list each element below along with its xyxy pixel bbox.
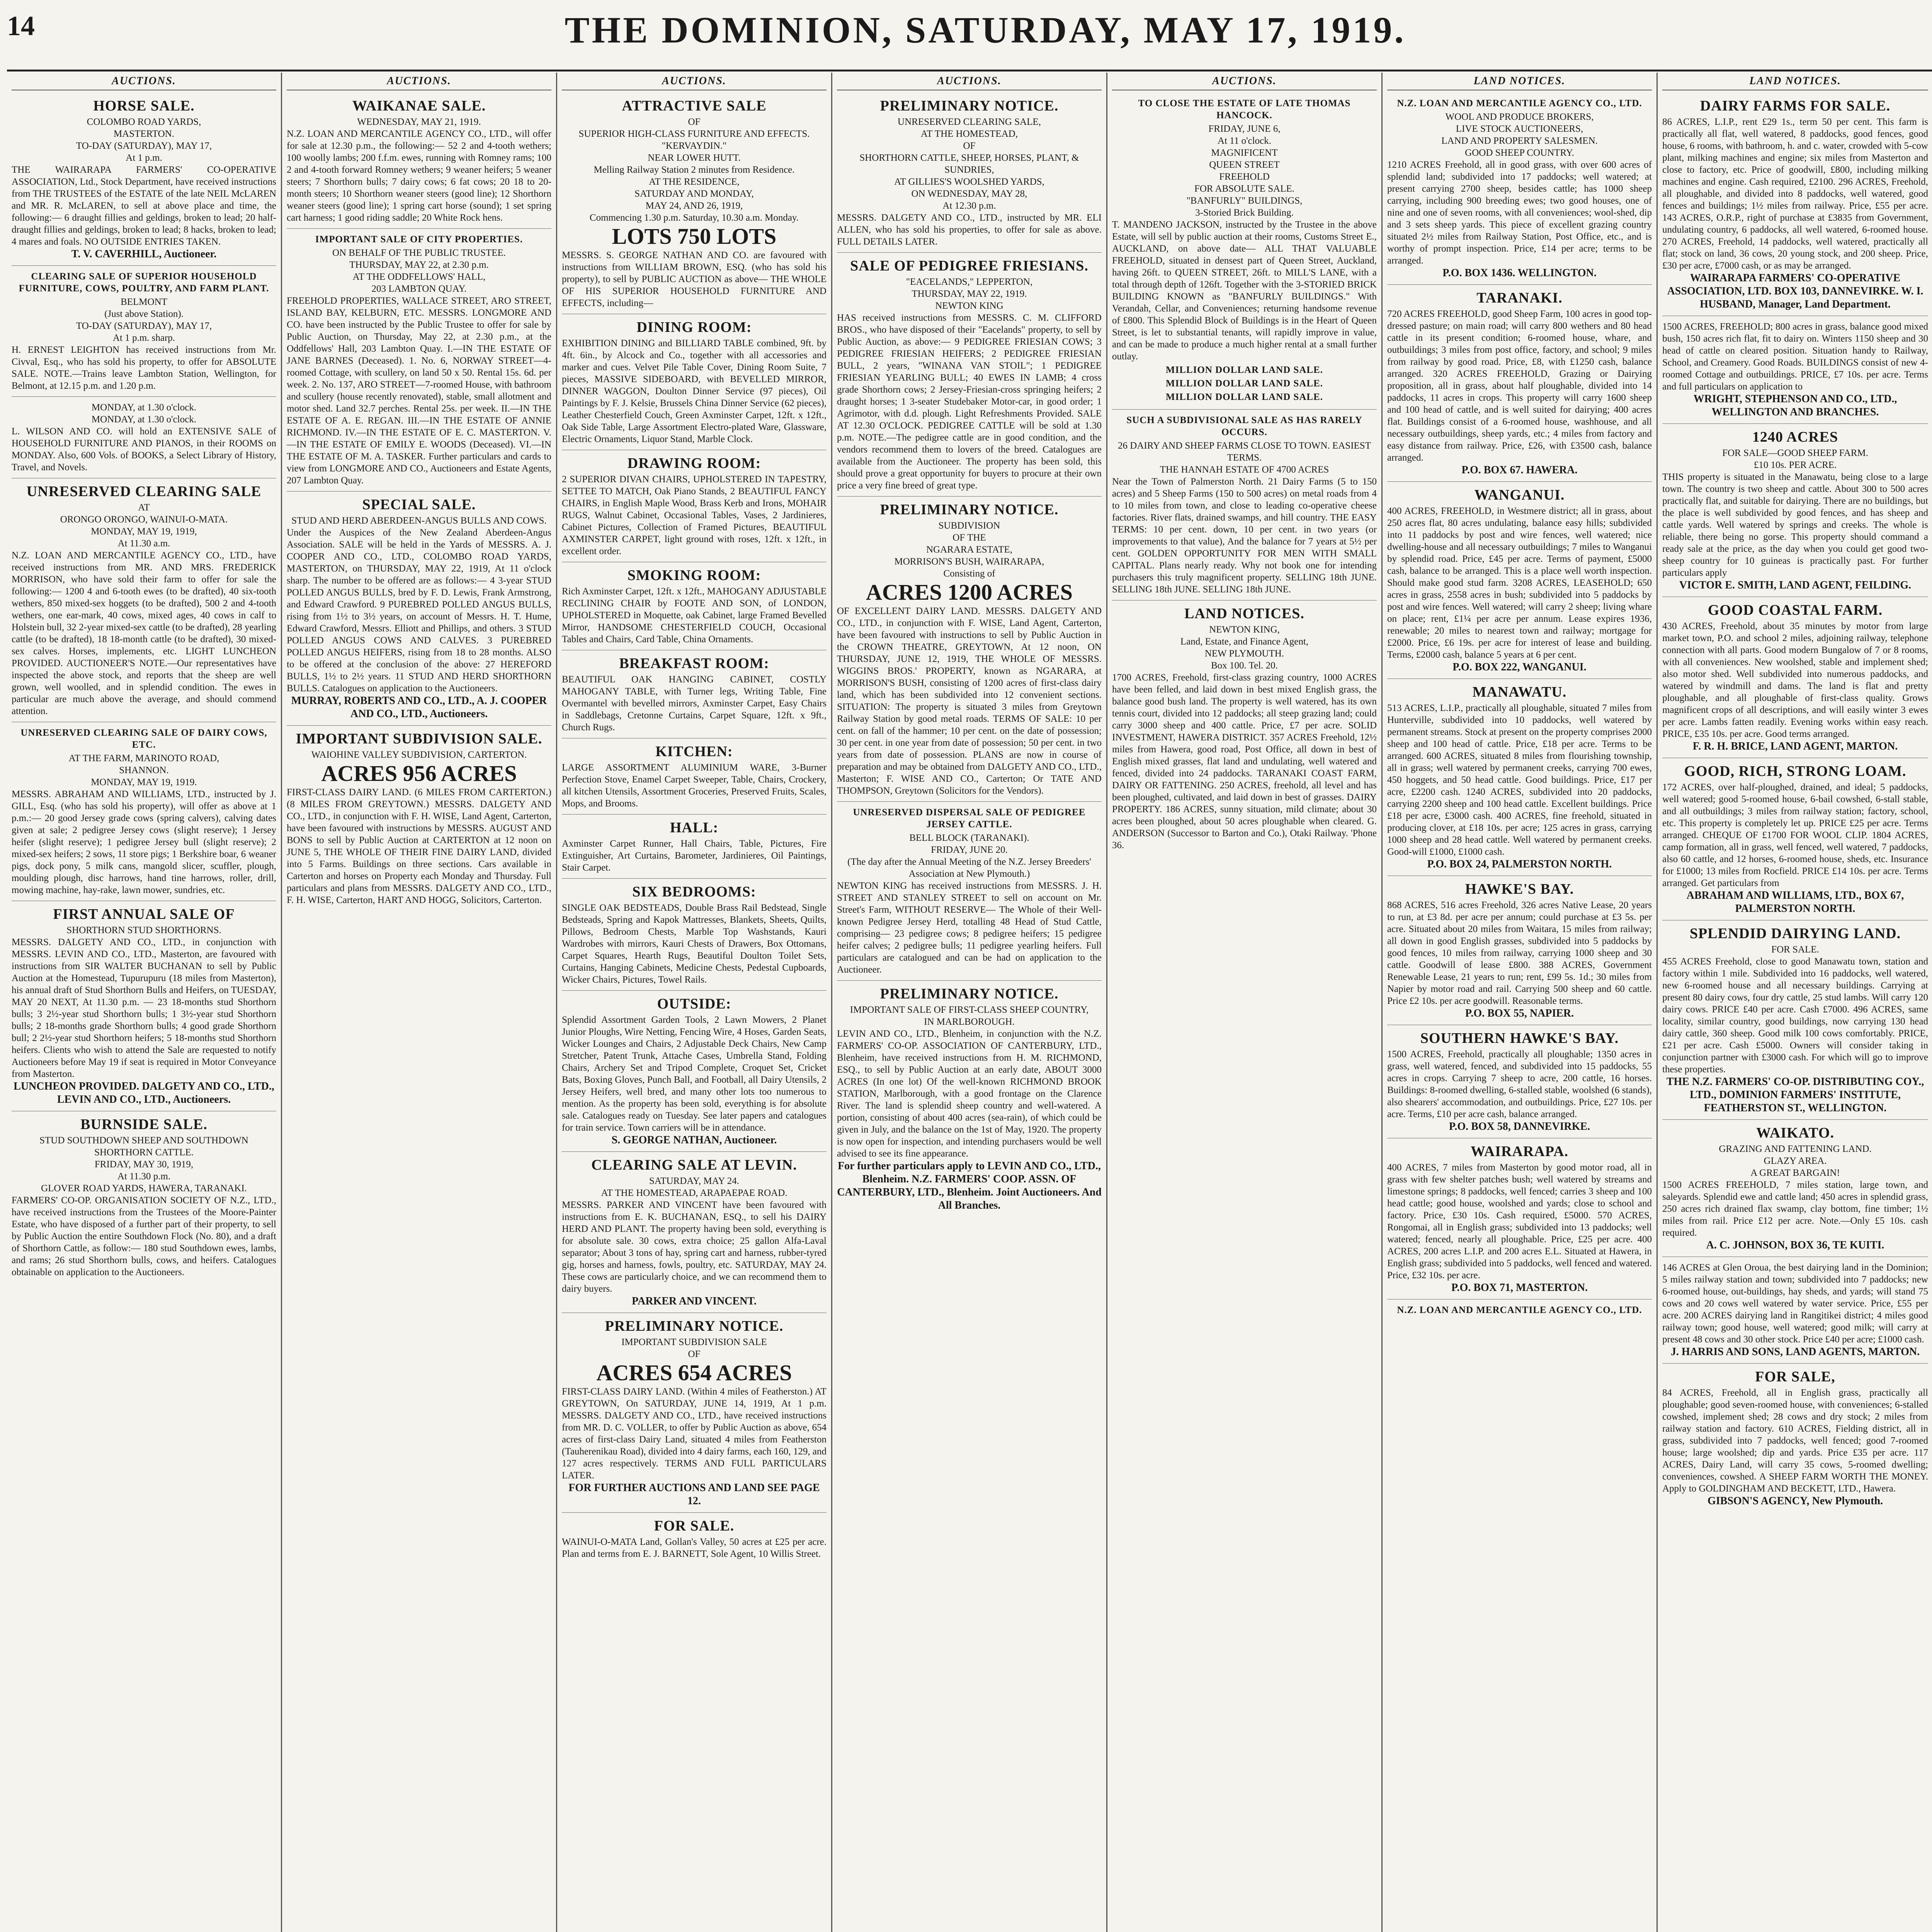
column-header: AUCTIONS.	[287, 73, 551, 90]
ad-subline: Land, Estate, and Finance Agent,	[1180, 636, 1309, 647]
newspaper-title: THE DOMINION, SATURDAY, MAY 17, 1919.	[565, 9, 1406, 51]
ad-subline: QUEEN STREET	[1209, 160, 1280, 170]
ad-subline: At 11.30 p.m.	[117, 1171, 171, 1182]
ad-subline: GLOVER ROAD YARDS, HAWERA, TARANAKI.	[41, 1183, 247, 1194]
ad-subline: At 11 o'clock.	[1218, 136, 1271, 146]
advertisement	[12, 270, 276, 397]
ad-heading: SALE OF PEDIGREE FRIESIANS.	[850, 258, 1088, 274]
ad-heading: SUCH A SUBDIVISIONAL SALE AS HAS RARELY OCCURS.	[1126, 415, 1362, 437]
advertisement	[562, 819, 827, 879]
ad-body: MESSRS. S. GEORGE NATHAN AND CO. are favoured with instructions from WILLIAM BROWN, ESQ. (who has sold his property), to sell by PUBLIC AUCTION as above— THE WHOLE OF HIS SUPERIOR HOUSEHOLD FURNITURE AND EFFECTS, including—	[562, 250, 827, 308]
column-header: AUCTIONS.	[12, 73, 276, 90]
ad-subline: IN MARLBOROUGH.	[924, 1017, 1015, 1027]
ad-subline: SATURDAY AND MONDAY,	[634, 189, 754, 199]
ad-body: Near the Town of Palmerston North. 21 Dairy Farms (5 to 150 acres) and 5 Sheep Farms (150 to 500 acres) on metal roads from 4 to 10 miles from town, and close to leading co-operative cheese factories. River flats, drained swamps, and hill country. THE EASY TERMS: 10 per cent. down, 10 per cent. in two years (or improvements to that value), And the balance for 7 years at 5½ per cent. GOLDEN OPPORTUNITY FOR MEN WITH SMALL CAPITAL. Plans nearly ready. Why not book one for intending purchasers this truly magnificent property. SELLING 18th JUNE. SELLING 18th JUNE. SELLING 18th JUNE.	[1112, 476, 1377, 595]
ad-subline: GRAZING AND FATTENING LAND.	[1719, 1144, 1872, 1154]
ad-heading: N.Z. LOAN AND MERCANTILE AGENCY CO., LTD.	[1397, 98, 1642, 109]
ad-subline: WEDNESDAY, MAY 21, 1919.	[357, 117, 481, 127]
ad-subline: AT THE HOMESTEAD,	[920, 129, 1018, 139]
ad-body: LARGE ASSORTMENT ALUMINIUM WARE, 3-Burner Perfection Stove, Enamel Carpet Sweeper, Table, Chairs, Crockery, all kitchen Utensils, Assortment Groceries, Preserved Fruits, Scales, Mops, and Brooms.	[562, 762, 827, 809]
ad-body: MESSRS. PARKER AND VINCENT have been favoured with instructions from E. K. BUCHANAN, ESQ., to sell his DAIRY HERD AND PLANT. The property having been sold, everything is for absolute sale. 30 cows, extra choice; 25 gallon Alfa-Laval separator; About 3 tons of hay, spring cart and harness, rubber-tyred gig, horses and harness, fowls, poultry, etc. SATURDAY, MAY 24. These cows are particularly choice, and we can recommend them to dairy buyers.	[562, 1200, 827, 1294]
ad-subline: MAY 24, AND 26, 1919,	[645, 201, 743, 211]
advertisement	[562, 455, 827, 562]
ad-signature: WRIGHT, STEPHENSON AND CO., LTD., WELLINGTON AND BRANCHES.	[1693, 393, 1897, 418]
ad-subline: COLOMBO ROAD YARDS,	[87, 117, 201, 127]
advertisement	[562, 1156, 827, 1313]
acres-display: ACRES 654 ACRES	[596, 1360, 792, 1385]
ad-subline: At 1 p.m. sharp.	[112, 333, 175, 343]
ad-body: 146 ACRES at Glen Oroua, the best dairying land in the Dominion; 5 miles railway station and town; subdivided into 7 paddocks; new 6-roomed house, out-buildings, hay sheds, and yards; will stand 75 cows and 20 cows well watered by water service. Price, £55 per acre. 200 ACRES dairying land in Rangitikei district; 4 miles good railway town; good house, well watered; good milk; will carry at present 48 cows and 30 other stock. Price £40 per acre; £1000 cash.	[1662, 1262, 1928, 1345]
ad-subline: TO-DAY (SATURDAY), MAY 17,	[76, 321, 212, 331]
ad-signature: F. R. H. BRICE, LAND AGENT, MARTON.	[1692, 740, 1898, 752]
ad-body: MESSRS. DALGETY AND CO., LTD., instructed by MR. ELI ALLEN, who has sold his properties, to offer for sale as above. FULL DETAILS LATER.	[837, 213, 1102, 247]
advertisement	[12, 401, 276, 478]
ad-subline: BELL BLOCK (TARANAKI).	[909, 833, 1029, 843]
ad-subline: FRIDAY, JUNE 6,	[1208, 124, 1281, 134]
advertisement	[1387, 289, 1652, 482]
ad-heading: GOOD COASTAL FARM.	[1708, 602, 1883, 618]
acres-display: ACRES 956 ACRES	[321, 761, 517, 786]
advertisement	[287, 233, 551, 492]
ad-subline: NEAR LOWER HUTT.	[648, 153, 741, 163]
ad-subline: Melling Railway Station 2 minutes from Residence.	[594, 165, 795, 175]
column-header: AUCTIONS.	[562, 73, 827, 90]
advertisement	[562, 995, 827, 1152]
ad-subline: FRIDAY, MAY 30, 1919,	[94, 1159, 194, 1170]
ad-signature: PARKER AND VINCENT.	[632, 1295, 757, 1307]
column-2	[282, 73, 557, 1932]
advertisement	[1662, 763, 1928, 920]
ad-subline: AT THE FARM, MARINOTO ROAD,	[68, 753, 219, 764]
ad-subline: GLAZY AREA.	[1764, 1156, 1827, 1166]
ad-subline: WOOL AND PRODUCE BROKERS,	[1445, 112, 1594, 122]
ad-subline: MORRISON'S BUSH, WAIRARAPA,	[894, 556, 1044, 567]
ad-signature: For further particulars apply to LEVIN AND CO., LTD., Blenheim. N.Z. FARMERS' COOP. ASSN. OF CANTERBURY, LTD., Blenheim. Joint Auctioneers. And All Branches.	[837, 1160, 1102, 1211]
million-dollar-banner: MILLION DOLLAR LAND SALE.	[1165, 365, 1323, 375]
column-header: AUCTIONS.	[837, 73, 1102, 90]
ad-signature: P.O. BOX 71, MASTERTON.	[1451, 1282, 1588, 1294]
ad-signature: WAIRARAPA FARMERS' CO-OPERATIVE ASSOCIATION, LTD. BOX 103, DANNEVIRKE. W. I. HUSBAND, Manager, Land Department.	[1667, 272, 1923, 310]
ad-subline: A GREAT BARGAIN!	[1750, 1168, 1840, 1178]
ad-body: 400 ACRES, FREEHOLD, in Westmere district; all in grass, about 250 acres flat, 80 acres undulating, balance easy hills; subdivided into 11 paddocks by post and wire fences, well watered; nice dwelling-house and all necessary outbuildings; 7 miles to Wanganui by splendid road. Price, £45 per acre. Terms of payment, £5000 cash, balance to be arranged. This is a place well worth inspection. Should make good stud farm. 3208 ACRES, LEASEHOLD; 650 acres in grass, 2558 acres in bush; subdivided into 5 paddocks by post and wire fences. Well watered; will carry 2 sheep; living whare on place; rent, £1¼ per acre per annum. Lease expires 1936, renewable; 20 miles to nearest town and railway; mortgage for £2000. Price, £6 19s. per acre for interest of lease and building. Terms, £2000 cash, balance 5 years at 6 per cent.	[1387, 506, 1652, 660]
ad-subline: NEW PLYMOUTH.	[1204, 648, 1284, 659]
ad-heading: PRELIMINARY NOTICE.	[880, 502, 1059, 518]
advertisement	[1387, 1143, 1652, 1299]
ad-body: THE WAIRARAPA FARMERS' CO-OPERATIVE ASSOCIATION, Ltd., Stock Department, have received instructions from THE TRUSTEES of the ESTATE of the late NEIL McLAREN and MR. R. McLAREN, to sell at above place and time, the following:— 6 draught fillies and geldings, broken to lead; 20 half-draught fillies and geldings, broken to lead; 8 hacks, broken to lead; 4 mares and foals. NO OUTSIDE ENTRIES TAKEN.	[12, 165, 276, 247]
ad-signature: J. HARRIS AND SONS, LAND AGENTS, MARTON.	[1670, 1346, 1920, 1358]
ad-heading: PRELIMINARY NOTICE.	[880, 986, 1059, 1002]
acres-display: ACRES 1200 ACRES	[866, 580, 1073, 605]
ad-body: SINGLE OAK BEDSTEADS, Double Brass Rail Bedstead, Single Bedsteads, Spring and Kapok Mattresses, Blankets, Sheets, Quilts, Pillows, Bedroom Chests, Marble Top Washstands, Kauri Wardrobes with mirrors, Kauri Chests of Drawers, Box Ottomans, Carpet Squares, Hearth Rugs, Beautiful Doulton Toilet Sets, Curtains, Hanging Cabinets, Medicine Chests, Pedestal Cupboards, Wicker Chairs, Pictures, Towel Rails.	[562, 903, 827, 985]
ad-signature: FOR FURTHER AUCTIONS AND LAND SEE PAGE 12.	[568, 1482, 820, 1507]
ad-subline: THE HANNAH ESTATE OF 4700 ACRES	[1160, 464, 1329, 475]
page-number: 14	[7, 10, 35, 41]
ad-subline: NEWTON KING,	[1209, 624, 1280, 635]
ad-subline: 203 LAMBTON QUAY.	[371, 284, 467, 294]
ad-heading: MANAWATU.	[1472, 684, 1567, 700]
ad-subline: FOR SALE.	[1771, 944, 1819, 955]
column-header: LAND NOTICES.	[1662, 73, 1928, 90]
ad-body: 1500 ACRES FREEHOLD, 7 miles station, large town, and saleyards. Splendid ewe and cattle land; 450 acres in splendid grass, 250 acres rich drained flax swamp, clay bottom, fine timber; 1½ miles from rail. Price £12 per acre. Note.—Only £5 10s. cash required.	[1662, 1180, 1928, 1238]
ad-subline: ON WEDNESDAY, MAY 28,	[911, 189, 1027, 199]
ad-subline: ON BEHALF OF THE PUBLIC TRUSTEE.	[332, 248, 506, 258]
ad-signature: P.O. BOX 58, DANNEVIRKE.	[1449, 1121, 1590, 1133]
ad-heading: FOR SALE,	[1755, 1369, 1835, 1385]
ad-subline: NGARARA ESTATE,	[926, 544, 1012, 555]
ad-subline: OF THE	[952, 532, 986, 543]
advertisement	[12, 97, 276, 266]
ad-signature: LUNCHEON PROVIDED. DALGETY AND CO., LTD., LEVIN AND CO., LTD., Auctioneers.	[14, 1080, 274, 1105]
advertisement	[12, 727, 276, 901]
ad-subline: MONDAY, at 1.30 o'clock.	[91, 402, 197, 413]
ad-body: MESSRS. DALGETY AND CO., LTD., in conjunction with MESSRS. LEVIN AND CO., LTD., Masterton, are favoured with instructions from SIR WALTER BUCHANAN to sell by Public Auction at the Homestead, Tupurupuru (18 miles from Masterton), his annual draft of Stud Shorthorn Bulls and Heifers, on TUESDAY, MAY 20 NEXT, At 11.30 p.m. — 23 18-months stud Shorthorn bulls; 3 2½-year stud Shorthorn bulls; 1 3½-year stud Shorthorn bulls; 2 18-months grade Shorthorn bulls; 4 good grade Shorthorn bull; 2 2½-year stud Shorthorn heifers; 5 18-months stud Shorthorn heifers. Clients who wish to attend the Sale are requested to notify Auctioneers before May 19 if seat is required in Motor Conveyance from Masterton.	[12, 937, 276, 1079]
advertisement	[1662, 1124, 1928, 1257]
column-6	[1383, 73, 1658, 1932]
ad-signature: VICTOR E. SMITH, LAND AGENT, FEILDING.	[1679, 579, 1912, 591]
ad-subline: "KERVAYDIN."	[662, 141, 727, 151]
advertisement	[837, 985, 1102, 1217]
ad-body: 1210 ACRES Freehold, all in good grass, with over 600 acres of splendid land; subdivided into 17 paddocks; well watered; at present carrying 2700 sheep, besides cattle; has 1000 sheep carrying, including 900 breeding ewes; two good houses, one of nine and one of seven rooms, with all conveniences; wool-shed, dip and 3 sets sheep yards. This piece of excellent grazing country situated 2½ miles from Railway Station, Post Office, etc., and is worthy of prompt inspection. Price, £14 per acre; terms to be arranged.	[1387, 160, 1652, 266]
ad-subline: £10 10s. PER ACRE.	[1753, 460, 1837, 470]
ad-body: FIRST-CLASS DAIRY LAND. (Within 4 miles of Featherston.) AT GREYTOWN, On SATURDAY, JUNE 14, 1919, At 1 p.m. MESSRS. DALGETY AND CO., LTD., have received instructions from MR. D. C. VOLLER, to offer by Public Auction as above, 654 acres of first-class Dairy Land, situated 4 miles from Featherston (Tauherenikau Road), divided into 4 dairy farms, each 160, 129, and 127 acres respectively. TERMS AND FULL PARTICULARS LATER.	[562, 1386, 827, 1481]
ad-subline: AT GILLIES'S WOOLSHED YARDS,	[894, 177, 1044, 187]
ad-heading: DRAWING ROOM:	[627, 455, 761, 471]
ad-subline: THURSDAY, MAY 22, at 2.30 p.m.	[349, 260, 489, 270]
ad-subline: SHORTHORN STUD SHORTHORNS.	[66, 925, 221, 935]
ad-body: L. WILSON AND CO. will hold an EXTENSIVE SALE of HOUSEHOLD FURNITURE AND PIANOS, in their ROOMS on MONDAY. Also, 600 Vols. of BOOKS, a Select Library of History, Travel, and Novels.	[12, 426, 276, 473]
ad-signature: P.O. BOX 67. HAWERA.	[1461, 464, 1578, 476]
ad-heading: SMOKING ROOM:	[627, 567, 761, 583]
ad-subline: At 12.30 p.m.	[942, 201, 996, 211]
ad-heading: DAIRY FARMS FOR SALE.	[1700, 98, 1891, 114]
ad-heading: FOR SALE.	[654, 1518, 735, 1534]
ad-body: 513 ACRES, L.I.P., practically all ploughable, situated 7 miles from Hunterville, subdivided into 10 paddocks, well watered by permanent streams. Stock at present on the property comprises 2000 sheep and 100 head of cattle. Price, £18 per acre. Terms to be arranged. 600 ACRES, situated 8 miles from flourishing township, all in grass; well watered by permanent creeks, carrying 700 ewes, 450 hoggets, and 50 head cattle. Good buildings. Price, £17 per acre, £2200 cash. 1240 ACRES, subdivided into 20 paddocks, carrying 2200 sheep and 100 head cattle. Excellent buildings. Price £18 per acre, £3000 cash. 400 ACRES, fine freehold, situated in producing clover, at £18 10s. per acre; 125 acres in grass, carrying 1000 sheep and 28 head cattle. Well watered by permanent creeks. Good-will £1000, £1000 cash.	[1387, 703, 1652, 857]
ad-heading: SPLENDID DAIRYING LAND.	[1689, 925, 1901, 942]
ad-body: 720 ACRES FREEHOLD, good Sheep Farm, 100 acres in good top-dressed pasture; on main road; will carry 800 wethers and 80 head cattle in its present condition; 6-roomed house, whare, and outbuildings; 3 miles from post office, factory, and school; 9 miles from railway by good road. Price, £8, with £1250 cash, balance arranged. 320 ACRES FREEHOLD, Grazing or Dairying proposition, all in grass, about half ploughable, divided into 14 paddocks, 11 acres in crops. This property will carry 1600 sheep and 100 head of cattle, and is well suited for dairying; 400 acres flat. Buildings consist of a 6-roomed house, washhouse, and all necessary outbuildings, sheep yards, etc.; 4 miles from factory and easy distance from railway. Price, £26, with £3500 cash, balance arranged.	[1387, 309, 1652, 463]
ad-signature: P.O. BOX 1436. WELLINGTON.	[1442, 267, 1597, 279]
ad-subline: FOR ABSOLUTE SALE.	[1194, 184, 1295, 194]
ad-subline: At 1 p.m.	[126, 153, 162, 163]
ad-body: NEWTON KING has received instructions from MESSRS. J. H. STREET AND STANLEY STREET to sell on account on Mr. Street's Farm, WITHOUT RESERVE— The Whole of their Well-known Pedigree Jersey Herd, totalling 48 Head of Stud Cattle, comprising— 23 pedigree cows; 8 pedigree heifers; 15 pedigree heifer calves; 2 pedigree bulls; 11 pedigree yearling heifers. Full particulars are catalogued and can be had on application to the Auctioneer.	[837, 881, 1102, 975]
ad-heading: PRELIMINARY NOTICE.	[605, 1318, 784, 1334]
ad-heading: IMPORTANT SUBDIVISION SALE.	[296, 731, 543, 747]
ad-body: FIRST-CLASS DAIRY LAND. (6 MILES FROM CARTERTON.) (8 MILES FROM GREYTOWN.) MESSRS. DALGETY AND CO., LTD., in conjunction with F. H. WISE, Land Agent, Carterton, have been favoured with instructions by MESSRS. AUGUST AND BONS to sell by Public Auction at CARTERTON at 12 noon on JUNE 5, THE WHOLE OF THEIR FINE DAIRY LAND, divided into 5 Farms. Buildings on three sections. Cars available in Carterton and horses on Property each Monday and Thursday. Full particulars and plans from MESSRS. DALGETY AND CO., LTD., F. H. WISE, Carterton, HART AND HOGG, Solicitors, Carterton.	[287, 787, 551, 905]
advertisement	[287, 730, 551, 911]
advertisement	[1112, 97, 1377, 410]
ad-body: Rich Axminster Carpet, 12ft. x 12ft., MAHOGANY ADJUSTABLE RECLINING CHAIR by FOOTE AND SON, of LONDON, UPHOLSTERED in Moquette, oak Cabinet, large Framed Bevelled Mirror, HANDSOME CHESTERFIELD COUCH, Occasional Tables and Chairs, Card Table, China Ornaments.	[562, 586, 827, 645]
ad-signature: T. V. CAVERHILL, Auctioneer.	[71, 248, 217, 260]
ad-heading: TO CLOSE THE ESTATE OF LATE THOMAS HANCOCK.	[1138, 98, 1351, 121]
ad-heading: N.Z. LOAN AND MERCANTILE AGENCY CO., LTD.	[1397, 1305, 1642, 1315]
ad-heading: LAND NOTICES.	[1184, 605, 1304, 622]
ad-subline: TO-DAY (SATURDAY), MAY 17,	[76, 141, 212, 151]
advertisement	[1662, 1262, 1928, 1364]
ad-body: BEAUTIFUL OAK HANGING CABINET, COSTLY MAHOGANY TABLE, with Turner legs, Writing Table, Fine Overmantel with bevelled mirrors, Axminster Carpet, Easy Chairs in Saddlebags, Cretonne Curtains, Carpet Square, 12ft. x 9ft., Church Rugs.	[562, 674, 827, 733]
ad-body: 86 ACRES, L.I.P., rent £29 1s., term 50 per cent. This farm is practically all flat, well watered, 8 paddocks, good fences, good house, 6 rooms, with bathroom, h. and c. water, crowded with 5-cow plant, milking machines and engine; six miles from Masterton and close to factory, etc. Price of goodwill, £800, including milking machines and engine. Cash required, £2100. 296 ACRES, Freehold, all ploughable, and divided into 8 paddocks, well watered, good fences and buildings; 1½ miles from railway. Price, £55 per acre. 143 ACRES, O.R.P., right of purchase at £3835 from Government, undulating country, 6 paddocks, all well watered, 6-roomed house. 270 ACRES, Freehold, 14 paddocks, well watered, practically all flat; stock on land, 36 cows, 20 young stock, and 200 sheep. Price, £30 per acre, £7000 cash, or as may be arranged.	[1662, 117, 1928, 271]
column-7	[1658, 73, 1932, 1932]
advertisement	[1662, 321, 1928, 424]
ad-heading: KITCHEN:	[655, 743, 733, 760]
ad-subline: MONDAY, MAY 19, 1919.	[91, 777, 197, 787]
ad-subline: STUD AND HERD ABERDEEN-ANGUS BULLS AND COWS.	[291, 515, 547, 526]
ad-body: FREEHOLD PROPERTIES, WALLACE STREET, ARO STREET, ISLAND BAY, KELBURN, ETC. MESSRS. LONGMORE AND CO. have been instructed by the Public Trustee to offer for sale by Public Auction, on Thursday, May 22, at 2.30 p.m., at the Oddfellows' Hall, 203 Lambton Quay. I.—IN THE ESTATE OF JANE BARNES (Deceased). 1. No. 6, NORWAY STREET—4-roomed Cottage, with scullery, on land 50 x 50. Rental 15s. 6d. per week. 2. No. 137, ARO STREET—7-roomed House, with bathroom and scullery (house recently renovated), stable, small allotment and motor shed. Land 32.7 perches. Rental 25s. per week. II.—IN THE ESTATE OF A. E. REGAN. III.—IN THE ESTATE OF ANNIE RICHMOND. IV.—IN THE ESTATE OF E. C. MASTERTON. V.—IN THE ESTATE OF EMILY E. WOODS (Deceased). VI.—IN THE ESTATE OF M. A. TASKER. Further particulars and cards to view from LONGMORE AND CO., Auctioneers and Estate Agents, 207 Lambton Quay.	[287, 296, 551, 486]
ad-heading: HAWKE'S BAY.	[1465, 881, 1574, 897]
ad-body: 84 ACRES, Freehold, all in English grass, practically all ploughable; good seven-roomed house, with conveniences; 6-stalled cowshed, implement shed; 28 cows and dry stock; 2 miles from railway station and factory. 610 ACRES, Fielding district, all in grass, subdivided into 7 paddocks, well fenced; good 7-roomed house; large woolshed; dip and yards. Price £35 per acre. 117 ACRES, Dairy Land, will carry 35 cows, 5-roomed dwelling; conveniences, cowshed. A SHEEP FARM WORTH THE MONEY. Apply to GOLDINGHAM AND BECKETT, LTD., Hawera.	[1662, 1388, 1928, 1494]
ad-subline: Box 100. Tel. 20.	[1211, 660, 1278, 671]
ad-subline: Consisting of	[943, 568, 995, 579]
advertisement	[562, 883, 827, 991]
ad-body: N.Z. LOAN AND MERCANTILE AGENCY CO., LTD., will offer for sale at 12.30 p.m., the following:— 52 2 and 4-tooth wethers; 100 woolly lambs; 200 f.f.m. ewes, running with Romney rams; 100 2 and 4-tooth forward Romney wethers; 9 weaner heifers; 5 weaner steers; 7 Shorthorn bulls; 7 dairy cows; 6 fat cows; 20 18 to 20-month steers; 10 Shorthorn weaner steers (good line); 12 Shorthorn weaner steers (good line); 1 spring cart horse (sound); 1 set spring cart harness; 1 good riding saddle; 20 White Rock hens.	[287, 129, 551, 223]
advertisement	[837, 97, 1102, 253]
advertisement	[1387, 1304, 1652, 1322]
ad-heading: OUTSIDE:	[657, 996, 731, 1012]
advertisement	[562, 1517, 827, 1565]
advertisement	[287, 97, 551, 229]
ad-heading: WAIKATO.	[1756, 1125, 1834, 1141]
ad-subline: LAND AND PROPERTY SALESMEN.	[1441, 136, 1598, 146]
masthead	[0, 0, 1932, 58]
ad-subline: IMPORTANT SUBDIVISION SALE	[621, 1337, 767, 1347]
ad-body: 455 ACRES Freehold, close to good Manawatu town, station and factory within 1 mile. Subdivided into 16 paddocks, well watered, new 6-roomed house and all necessary buildings. Carrying at present 80 dairy cows, four dry cattle, 25 stud lambs. Will carry 120 dairy cows. PRICE £40 per acre. Cash £7000. 496 ACRES, same locality, similar country, good buildings, now carrying 130 head dairy cattle, 360 sheep. Good milk 100 cows comfortably. PRICE, £21 per acre. Cash £5000. Owners will consider taking in conjunction partner with £3000 cash. For which will go to improve these properties.	[1662, 956, 1928, 1075]
ad-signature: MURRAY, ROBERTS AND CO., LTD., A. J. COOPER AND CO., LTD., Auctioneers.	[291, 695, 547, 720]
column-header: AUCTIONS.	[1112, 73, 1377, 90]
advertisement	[837, 257, 1102, 497]
ad-subline: SHANNON.	[119, 765, 169, 776]
ad-heading: HORSE SALE.	[93, 98, 195, 114]
ad-subline: AT THE RESIDENCE,	[649, 177, 740, 187]
ad-heading: TARANAKI.	[1476, 290, 1563, 306]
advertisement	[1112, 605, 1377, 856]
ad-body: N.Z. LOAN AND MERCANTILE AGENCY CO., LTD., have received instructions from MR. AND MRS. FREDERICK MORRISON, who have sold their farm to offer for sale the following:— 1200 4 and 6-tooth ewes (to be drafted), 40 six-tooth wethers, 850 mixed-sex hoggets (to be drafted), 500 2 and 4-tooth wethers, one ear-mark, 40 cows, mixed ages, 40 cows in calf to Holstein bull, 32 2-year mixed-sex cattle (to be drafted), 28 yearling cattle (to be drafted), 18 18-month cattle (to be drafted), 30 mixed-sex calves. Horses, implements, etc. LIGHT LUNCHEON PROVIDED. AUCTIONEER'S NOTE.—Our representatives have inspected the above stock, and reports that the sheep are well grown, well woolled, and in splendid condition. The ewes in particular are much above the average, and should commend attention.	[12, 550, 276, 716]
advertisement	[837, 501, 1102, 802]
ad-subline: STUD SOUTHDOWN SHEEP AND SOUTHDOWN SHORTHORN CATTLE.	[39, 1135, 248, 1158]
ad-subline: Commencing 1.30 p.m. Saturday, 10.30 a.m. Monday.	[589, 213, 799, 223]
ad-subline: MONDAY, at 1.30 o'clock.	[91, 414, 197, 425]
advertisement	[562, 97, 827, 314]
ad-body: 172 ACRES, over half-ploughed, drained, and ideal; 5 paddocks, well watered; good 5-roomed house, 6-bail cowshed, 6-stall stable, and all outbuildings; 3 miles from railway station; factory, school, etc. This property is completely let up. PRICE £25 per acre. Terms arranged. CHEQUE OF £1700 FOR WOOL CLIP. 1804 ACRES, camp formation, all in grass, well fenced, well watered, 7 paddocks, also 60 cattle, and 12 horses, 6-roomed house, sheds, etc. Insurance for £1000; 13 miles from Rocfield. PRICE £14 10s. per acre. Terms arranged. Get particulars from	[1662, 782, 1928, 888]
ad-subline: WAIOHINE VALLEY SUBDIVISION, CARTERTON.	[311, 750, 527, 760]
ad-subline: AT	[138, 502, 150, 513]
ad-subline: (The day after the Annual Meeting of the N.Z. Jersey Breeders' Association at New Plymouth.)	[847, 857, 1091, 879]
ad-body: EXHIBITION DINING and BILLIARD TABLE combined, 9ft. by 4ft. 6in., by Alcock and Co., together with all accessories and marker and cues. Velvet Pile Table Cover, Dining Room Suite, 7 pieces, MASSIVE SIDEBOARD, with BEVELLED MIRROR, DINNER WAGGON, Doulton Dinner Service (97 pieces), Oil Paintings by F. J. Kelsie, Brussels China Dinner Service (62 pieces), Leather Chesterfield Couch, Green Axminster Carpet, 12ft. x 12ft., Oak Side Table, Large Assortment Electro-plated Ware, Glassware, Electric Ornaments, Liquor Stand, Marble Clock.	[562, 338, 827, 444]
advertisement	[1662, 1368, 1928, 1512]
ad-subline: (Just above Station).	[104, 309, 184, 319]
ad-subline: MASTERTON.	[113, 129, 175, 139]
ad-signature: THE N.Z. FARMERS' CO-OP. DISTRIBUTING COY., LTD., DOMINION FARMERS' INSTITUTE, FEATHERSTON ST., WELLINGTON.	[1666, 1076, 1924, 1114]
ad-body: 1700 ACRES, Freehold, first-class grazing country, 1000 ACRES have been felled, and laid down in best mixed English grass, the balance good bush land. The property is well watered, has its own tennis court, divided into 12 paddocks; all steep grazing land; could carry 3000 sheep and 400 cattle. Price, £7 per acre. SOLID INVESTMENT, HAWERA DISTRICT. 357 ACRES Freehold, 12½ miles from Hawera, good road, Post Office, all down in best of English mixed grasses, flat land and undulating, well watered and fenced, divided into 24 paddocks. TARANAKI COAST FARM, DAIRY OR FATTENING. 250 ACRES, freehold, all level and has been ploughed, cultivated, and laid down in best of grasses. DAIRY PROPERTY. 186 ACRES, sunny situation, mild climate; about 30 acres been ploughed, about 50 acres ploughable when cleared. G. ANDERSON (Successor to Barton and Co.), Otaki Railway. 'Phone 36.	[1112, 672, 1377, 850]
ad-subline: UNRESERVED CLEARING SALE,	[898, 117, 1041, 127]
ad-body: THIS property is situated in the Manawatu, being close to a large town. The country is two sheep and cattle. About 300 to 500 acres practically flat, and suitable for dairying. There are no buildings, but the place is well subdivided by good fences, and has sheep and cattle yards. Well watered by springs and creeks. The whole is reliable, there being no gorse. This property should command a ready sale at the price, as the day when you could get good two-sheep country for 10 guineas is practically past. For further particulars apply	[1662, 472, 1928, 578]
ad-body: T. MANDENO JACKSON, instructed by the Trustee in the above Estate, will sell by public auction at their rooms, Customs Street E., AUCKLAND, on above date— ALL THAT VALUABLE FREEHOLD, situated in densest part of Queen Street, Auckland, having 26ft. to QUEEN STREET, 26ft. to MILL'S LANE, with a total through depth of 126ft. Together with the 3-STORIED BRICK BUILDING KNOWN as "BANFURLY BUILDINGS." With Verandah, Cellar, and Conveniences; returning handsome revenue of £800. This Splendid Block of Buildings is in the Heart of Queen Street, is let to substantial tenants, will rapidly improve in value, and can be made to produce a much higher rental at a small further outlay.	[1112, 219, 1377, 362]
advertisement	[562, 319, 827, 450]
ad-signature: ABRAHAM AND WILLIAMS, LTD., BOX 67, PALMERSTON NORTH.	[1686, 889, 1904, 915]
ad-body: WAINUI-O-MATA Land, Gollan's Valley, 50 acres at £25 per acre. Plan and terms from E. J. BARNETT, Sole Agent, 10 Willis Street.	[562, 1537, 827, 1559]
ad-heading: BURNSIDE SALE.	[80, 1116, 207, 1133]
advertisement	[562, 567, 827, 650]
ad-heading: UNRESERVED CLEARING SALE	[26, 483, 262, 500]
advertisement	[562, 655, 827, 738]
ad-subline: 3-Storied Brick Building.	[1195, 207, 1294, 218]
ad-subline: THURSDAY, MAY 22, 1919.	[912, 289, 1027, 299]
ad-subline: IMPORTANT SALE OF FIRST-CLASS SHEEP COUNTRY,	[850, 1005, 1089, 1015]
ad-body: 400 ACRES, 7 miles from Masterton by good motor road, all in grass with few shelter patches bush; well watered by streams and limestone springs; 8 paddocks, well fenced; carries 3 sheep and 100 head cattle; good house, woolshed and yards; close to school and factory. Price, £30 10s. Cash required, £5000. 570 ACRES, Rongomai, all in English grass; subdivided into 13 paddocks; well watered; fenced, nearly all ploughable. Price, £25 per acre. 400 ACRES, 200 acres L.I.P. and 200 acres E.L. Situated at Hawera, in English grass; subdivided into 5 paddocks, well fenced and watered. Price, £32 10s. per acre.	[1387, 1162, 1652, 1281]
ad-subline: "BANFURLY" BUILDINGS,	[1186, 196, 1303, 206]
advertisement	[12, 1116, 276, 1283]
page-columns	[7, 73, 1932, 1932]
ad-subline: ORONGO ORONGO, WAINUI-O-MATA.	[60, 514, 228, 525]
advertisement	[1387, 881, 1652, 1025]
ad-subline: BELMONT	[121, 297, 167, 307]
advertisement	[1662, 97, 1928, 316]
advertisement	[1662, 602, 1928, 758]
ad-body: 1500 ACRES, FREEHOLD; 800 acres in grass, balance good mixed bush, 150 acres rich flat, fit to dairy on. Winters 1150 sheep and 30 head of cattle on cleared position. Situation handy to Railway, School, and Creamery. Good Roads. BUILDINGS consist of new 4-roomed Cottage and outbuildings. PRICE, £7 10s. per acre. Terms and full particulars on application to	[1662, 321, 1928, 392]
advertisement	[1387, 97, 1652, 285]
ad-heading: SIX BEDROOMS:	[632, 884, 756, 900]
ad-subline: OF	[688, 1349, 701, 1359]
column-1	[7, 73, 282, 1932]
advertisement	[1662, 925, 1928, 1120]
ad-heading: SPECIAL SALE.	[362, 497, 476, 513]
ad-signature: S. GEORGE NATHAN, Auctioneer.	[611, 1134, 777, 1146]
column-header: LAND NOTICES.	[1387, 73, 1652, 90]
ad-heading: WAIRARAPA.	[1470, 1143, 1569, 1160]
advertisement	[1662, 429, 1928, 597]
advertisement	[837, 806, 1102, 981]
ad-heading: WAIKANAE SALE.	[352, 98, 486, 114]
ad-body: 430 ACRES, Freehold, about 35 minutes by motor from large market town, P.O. and school 2 miles, adjoining railway, telephone connection with all parts. Good modern Bungalow of 7 or 8 rooms, with all conveniences. New woolshed, stable and implement shed; also motor shed. Well subdivided into numerous paddocks, and watered by windmill and dams. The land is flat and pretty ploughable, and all ploughable of first-class quality. Grows magnificent crops of all descriptions, and will easily winter 3 ewes per acre. Lambs fatten readily. Evening works within easy reach. PRICE, £35 10s. per acre. Good terms arranged.	[1662, 621, 1928, 739]
ad-heading: HALL:	[670, 820, 719, 836]
ad-signature: GIBSON'S AGENCY, New Plymouth.	[1707, 1495, 1883, 1507]
ad-subline: At 11.30 a.m.	[117, 538, 170, 549]
ad-heading: GOOD, RICH, STRONG LOAM.	[1684, 763, 1906, 779]
ad-subline: LIVE STOCK AUCTIONEERS,	[1456, 124, 1583, 134]
advertisement	[1112, 414, 1377, 600]
lots-display: LOTS 750 LOTS	[612, 224, 777, 249]
column-3	[557, 73, 832, 1932]
ad-heading: SOUTHERN HAWKE'S BAY.	[1420, 1030, 1619, 1046]
ad-signature: P.O. BOX 222, WANGANUI.	[1452, 661, 1587, 673]
advertisement	[12, 483, 276, 722]
ad-body: OF EXCELLENT DAIRY LAND. MESSRS. DALGETY AND CO., LTD., in conjunction with F. WISE, Land Agent, Carterton, have been favoured with instructions to sell by Public Auction in the CROWN THEATRE, GREYTOWN, At 12 noon, ON THURSDAY, JUNE 12, 1919, THE WHOLE OF MESSRS. WIGGINS BROS.' PROPERTY, known as NGARARA, at MORRISON'S BUSH, consisting of 1200 acres of first-class dairy land, which has been subdivided into 12 convenient sections. SITUATION: The property is situated 3 miles from Greytown Railway Station by good metal roads. TERMS OF SALE: 10 per cent. on fall of the hammer; 10 per cent. on the date of possession; 30 per cent. in one year from date of possession; 50 per cent. in two years from date of possession. PLANS are now in course of preparation and may be obtained from DALGETY AND CO., LTD., Masterton; F. WISE AND CO., Carterton; Or TATE AND THOMPSON, Greytown (Solicitors for the Vendors).	[837, 606, 1102, 796]
ad-signature: A. C. JOHNSON, BOX 36, TE KUITI.	[1706, 1239, 1884, 1251]
ad-signature: P.O. BOX 55, NAPIER.	[1465, 1007, 1574, 1019]
ad-heading: 1240 ACRES	[1752, 429, 1838, 445]
ad-subline: MAGNIFICENT	[1211, 148, 1278, 158]
advertisement	[1387, 684, 1652, 876]
ad-heading: UNRESERVED CLEARING SALE OF DAIRY COWS, ETC.	[20, 728, 267, 750]
ad-subline: AT THE ODDFELLOWS' HALL,	[352, 272, 486, 282]
million-dollar-banner: MILLION DOLLAR LAND SALE.	[1165, 392, 1323, 402]
column-4	[832, 73, 1107, 1932]
ad-heading: FIRST ANNUAL SALE OF	[53, 906, 235, 922]
advertisement	[1387, 1030, 1652, 1138]
ad-heading: BREAKFAST ROOM:	[619, 655, 769, 672]
ad-subline: SUBDIVISION	[938, 520, 1000, 531]
ad-subline: AT THE HOMESTEAD, ARAPAEPAE ROAD.	[601, 1188, 787, 1198]
million-dollar-banner: MILLION DOLLAR LAND SALE.	[1165, 378, 1323, 389]
advertisement	[562, 743, 827, 815]
advertisement	[1387, 486, 1652, 679]
advertisement	[287, 496, 551, 726]
ad-body: FARMERS' CO-OP. ORGANISATION SOCIETY OF N.Z., LTD., have received instructions from the Trustees of the Moore-Painter Estate, who have disposed of a further part of their property, to sell by Public Auction the entire Southdown Flock (No. 80), and a draft of Shorthorn Cattle, as follow:— 180 stud Southdown ewes, lambs, and rams; 26 stud Shorthorn bulls, cows, and heifers. Catalogues obtainable on application to the Auctioneers.	[12, 1195, 276, 1277]
ad-body: 868 ACRES, 516 acres Freehold, 326 acres Native Lease, 20 years to run, at £3 8d. per acre per annum; could purchase at £3 5s. per acre. Situated about 20 miles from Waitara, 15 miles from railway; all down in good English grasses, subdivided into 5 paddocks by good fences, 10 miles from railway, carrying 1000 sheep and 30 cattle. Goodwill of lease £800. 388 ACRES, Government Renewable Lease, 21 years to run; rent, £99 5s. 1d.; 30 miles from Napier by motor road and rail. Carrying 500 sheep and 60 cattle. Price £2 10s. per acre goodwill. Reasonable terms.	[1387, 900, 1652, 1006]
ad-body: 1500 ACRES, Freehold, practically all ploughable; 1350 acres in grass, well watered, fenced, and subdivided into 15 paddocks, 55 acres in crops. Carrying 7 sheep to acre, 200 cattle, 16 horses. Buildings: 8-roomed dwelling, 6-stalled stable, woolshed (6 stands), also shearers' accommodation, and outbuildings. Price, £27 10s. per acre. Terms, £10 per acre cash, balance arranged.	[1387, 1049, 1652, 1119]
masthead-rule	[7, 70, 1932, 71]
ad-body: HAS received instructions from MESSRS. C. M. CLIFFORD BROS., who have disposed of their "Eacelands" property, to sell by Public Auction, as above:— 9 PEDIGREE FRIESIAN COWS; 3 PEDIGREE FRIESIAN HEIFERS; 2 PEDIGREE FRIESIAN BULL, 2 years, "WINANA VAN STOIL"; 1 PEDIGREE FRIESIAN YEARLING BULL; 40 EWES IN LAMB; 4 cross grade Shorthorn cows; 2 Jersey-Friesian-cross springing heifers; 2 draught horses; 1 3-seater Studebaker Motor-car, in good order; 1 Agrimotor, with d.d. plough. Light Refreshments Provided. SALE AT 12.30 O'CLOCK. PEDIGREE CATTLE will be sold at 1.30 p.m. NOTE.—The pedigree cattle are in good condition, and the vendors recommend them to lovers of the breed. Catalogues are available from the Auctioneer. The property has been sold, this should prove a great opportunity for buyers to procure at their own price a very fine breed of great type.	[837, 313, 1102, 491]
advertisement	[12, 906, 276, 1111]
ad-subline: MONDAY, MAY 19, 1919,	[91, 526, 197, 537]
column-5	[1107, 73, 1383, 1932]
ad-subline: FREEHOLD	[1219, 172, 1270, 182]
ad-body: Splendid Assortment Garden Tools, 2 Lawn Mowers, 2 Planet Junior Ploughs, Wire Netting, Fencing Wire, 4 Hoses, Garden Seats, Wicker Lounges and Chairs, 2 Adjustable Deck Chairs, New Camp Stretcher, Patent Trunk, Attache Cases, Umbrella Stand, Folding Chairs, Archery Set and Tripod Complete, Croquet Set, Cricket Bats, Boxing Gloves, Punch Ball, and Football, all Dairy Utensils, 2 Jersey Heifers, well bred, and many other lots too numerous to mention. As the property has been sold, everything is for absolute sale. Catalogues ready on Tuesday. See later papers and catalogues for train service. Town carriers will be in attendance.	[562, 1015, 827, 1133]
ad-subline: "EACELANDS," LEPPERTON,	[906, 277, 1033, 287]
ad-subline: SUPERIOR HIGH-CLASS FURNITURE AND EFFECTS.	[578, 129, 810, 139]
ad-heading: CLEARING SALE AT LEVIN.	[591, 1157, 797, 1173]
ad-heading: CLEARING SALE OF SUPERIOR HOUSEHOLD FURNITURE, COWS, POULTRY, AND FARM PLANT.	[19, 271, 269, 294]
ad-subline: FRIDAY, JUNE 20.	[931, 845, 1008, 855]
ad-subline: GOOD SHEEP COUNTRY.	[1465, 148, 1574, 158]
ad-heading: DINING ROOM:	[636, 319, 752, 335]
advertisement	[562, 1318, 827, 1513]
ad-subline: OF	[688, 117, 701, 127]
ad-body: 2 SUPERIOR DIVAN CHAIRS, UPHOLSTERED IN TAPESTRY, SETTEE TO MATCH, Oak Piano Stands, 2 BEAUTIFUL FANCY CHAIRS, in English Maple Wood, Brass Kerb and Irons, MOHAIR RUGS, Walnut Cabinet, Occasional Tables, Vases, 2 Jardinieres, Cabinet Pictures, Collection of Framed Pictures, BEAUTIFUL AXMINSTER CARPET, light ground with roses, 12ft. x 12ft., in excellent order.	[562, 474, 827, 556]
ad-subline: SHORTHORN CATTLE, SHEEP, HORSES, PLANT, & SUNDRIES,	[859, 153, 1079, 175]
ad-heading: PRELIMINARY NOTICE.	[880, 98, 1059, 114]
ad-subline: OF	[963, 141, 976, 151]
ad-body: Axminster Carpet Runner, Hall Chairs, Table, Pictures, Fire Extinguisher, Art Curtains, Barometer, Jardinieres, Oil Paintings, Stair Carpet.	[562, 838, 827, 873]
ad-subline: 26 DAIRY AND SHEEP FARMS CLOSE TO TOWN. EASIEST TERMS.	[1118, 440, 1371, 463]
ad-subline: FOR SALE—GOOD SHEEP FARM.	[1722, 448, 1868, 458]
ad-body: H. ERNEST LEIGHTON has received instructions from Mr. Civval, Esq., who has sold his property, to offer for ABSOLUTE SALE. NOTE.—Trains leave Lambton Station, Wellington, for Belmont, at 12.15 p.m. and 1.20 p.m.	[12, 345, 276, 391]
ad-subline: SATURDAY, MAY 24.	[649, 1176, 739, 1186]
ad-body: MESSRS. ABRAHAM AND WILLIAMS, LTD., instructed by J. GILL, Esq. (who has sold his property), will offer as above at 1 p.m.:— 20 good Jersey grade cows (spring calvers), calving dates given at sale; 2 pedigree Jersey cows (slight reserve); 1 Jersey heifer (slight reserve); 1 pedigree Jersey bull (slight reserve); 2 mixed-sex heifers; 2 sows, 11 store pigs; 1 Berkshire boar, 6 weaner pigs, dock pony, 5 milk cans, mangold slicer, scuffler, plough, moulding plough, disc harrows, hand tine harrows, roller, drill, mowing machine, hay-rake, lawn mower, sundries, etc.	[12, 789, 276, 895]
ad-body: Under the Auspices of the New Zealand Aberdeen-Angus Association. SALE will be held in the Yards of MESSRS. A. J. COOPER AND CO., LTD., COLOMBO ROAD YARDS, MASTERTON, on THURSDAY, MAY 22, 1919, At 11 o'clock sharp. The number to be offered are as follows:— 4 3-year STUD POLLED ANGUS BULLS, bred by F. D. Lewis, Frank Armstrong, and Edward Crawford. 9 PUREBRED POLLED ANGUS BULLS, rising from 1½ to 3½ years, on account of Messrs. H. T. Hume, Edward Crawford, Messrs. Elliott and Phillips, and others. 3 STUD POLLED ANGUS COWS AND CALVES. 3 PUREBRED POLLED ANGUS HEIFERS, rising from 18 to 28 months. ALSO to be offered at the conclusion of the above: 27 HEREFORD BULLS, 1½ to 2½ years. 11 STUD AND HERD SHORTHORN BULLS. Catalogues on application to the Auctioneers.	[287, 527, 551, 694]
ad-subline: NEWTON KING	[935, 301, 1003, 311]
ad-signature: P.O. BOX 24, PALMERSTON NORTH.	[1427, 858, 1612, 870]
ad-body: LEVIN AND CO., LTD., Blenheim, in conjunction with the N.Z. FARMERS' CO-OP. ASSOCIATION OF CANTERBURY, LTD., Blenheim, have received instructions from H. M. RICHMOND, ESQ., to sell by Public Auction at an early date, ABOUT 3000 ACRES (In one lot) Of the well-known RICHMOND BROOK STATION, Marlborough, with a good frontage on the Clarence River. The land is splendid sheep country and well-watered. A portion, consisting of about 400 acres (sea-rain), of which could be given in July, and the balance on the 1st of May, 1920. The property is now open for inspection, and intending purchasers would be well advised to see its fine appearance.	[837, 1029, 1102, 1159]
ad-heading: UNRESERVED DISPERSAL SALE OF PEDIGREE JERSEY CATTLE.	[853, 807, 1086, 830]
ad-heading: ATTRACTIVE SALE	[622, 98, 767, 114]
ad-heading: WANGANUI.	[1474, 487, 1565, 503]
ad-heading: IMPORTANT SALE OF CITY PROPERTIES.	[315, 234, 523, 245]
